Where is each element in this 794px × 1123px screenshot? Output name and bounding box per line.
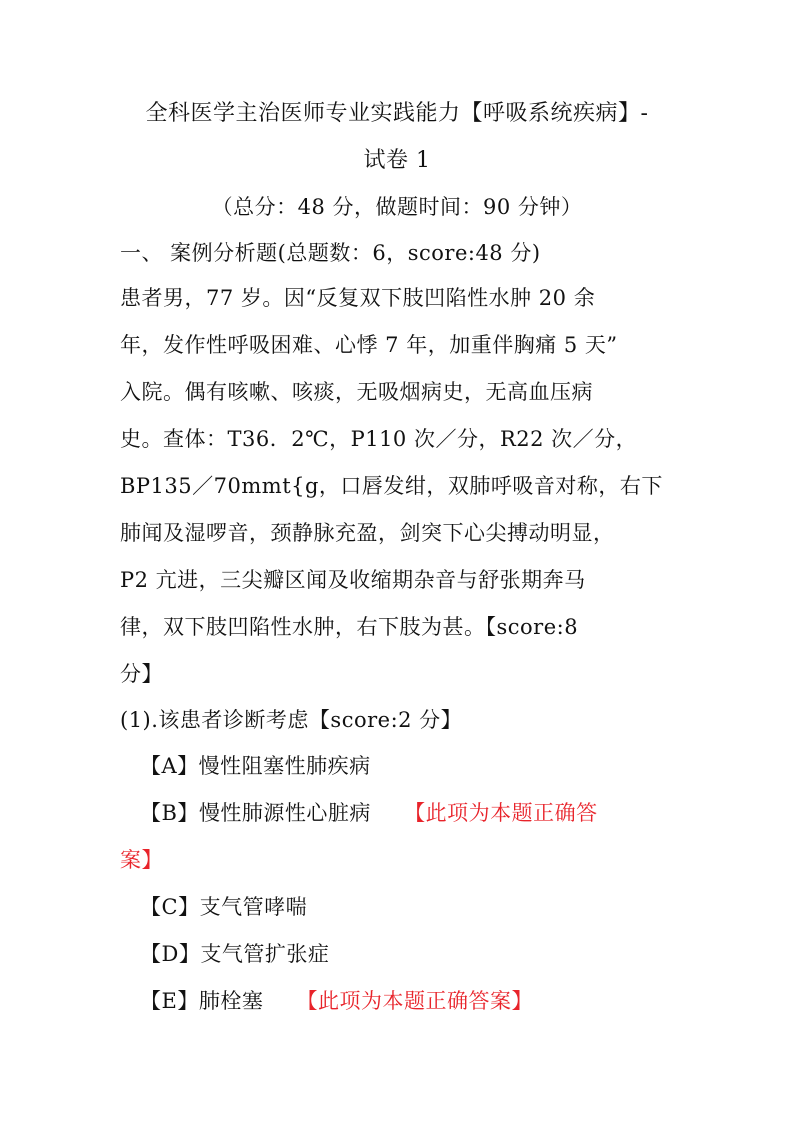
case-text-line: 史。查体：T36．2℃，P110 次／分，R22 次／分，	[120, 427, 638, 451]
question-stem: (1).该患者诊断考虑【score:2 分】	[120, 708, 463, 732]
case-text-line: 肺闻及湿啰音，颈静脉充盈，剑突下心尖搏动明显，	[120, 521, 615, 545]
correct-answer-marker-continued: 案】	[120, 848, 163, 872]
option-label: 【C】	[140, 895, 200, 919]
option-text: 慢性阻塞性肺疾病	[198, 754, 371, 778]
option-text: 支气管哮喘	[199, 895, 308, 919]
option-text: 支气管扩张症	[200, 942, 330, 966]
option-label: 【E】	[140, 989, 199, 1013]
exam-meta: （总分：48 分，做题时间：90 分钟）	[211, 195, 583, 219]
option-b[interactable]	[140, 799, 700, 827]
correct-answer-marker: 【此项为本题正确答	[404, 801, 598, 825]
option-d[interactable]	[140, 940, 700, 968]
case-text-line: 分】	[120, 662, 163, 686]
option-text: 肺栓塞	[198, 989, 264, 1013]
option-e[interactable]	[140, 987, 700, 1015]
option-a[interactable]	[140, 752, 700, 780]
page-title-line-1: 全科医学主治医师专业实践能力【呼吸系统疾病】-	[145, 101, 649, 126]
option-label: 【D】	[140, 942, 201, 966]
section-heading: 一、 案例分析题(总题数：6，score:48 分)	[120, 241, 541, 265]
option-text: 慢性肺源性心脏病	[198, 801, 371, 825]
case-text-line: 患者男，77 岁。因“反复双下肢凹陷性水肿 20 余	[120, 286, 596, 310]
case-text-line: 年，发作性呼吸困难、心悸 7 年，加重伴胸痛 5 天”	[120, 333, 618, 357]
option-label: 【A】	[140, 754, 199, 778]
case-text-line: 入院。偶有咳嗽、咳痰，无吸烟病史，无高血压病	[120, 380, 593, 404]
option-c[interactable]	[140, 893, 700, 921]
page-title-line-2: 试卷 1	[363, 148, 431, 173]
option-label: 【B】	[140, 801, 199, 825]
case-text-line: BP135／70mmt{g，口唇发绀，双肺呼吸音对称，右下	[120, 474, 663, 498]
case-text-line: P2 亢进，三尖瓣区闻及收缩期杂音与舒张期奔马	[120, 568, 586, 592]
correct-answer-marker: 【此项为本题正确答案】	[296, 989, 534, 1013]
case-text-line: 律，双下肢凹陷性水肿，右下肢为甚。【score:8	[120, 615, 579, 639]
